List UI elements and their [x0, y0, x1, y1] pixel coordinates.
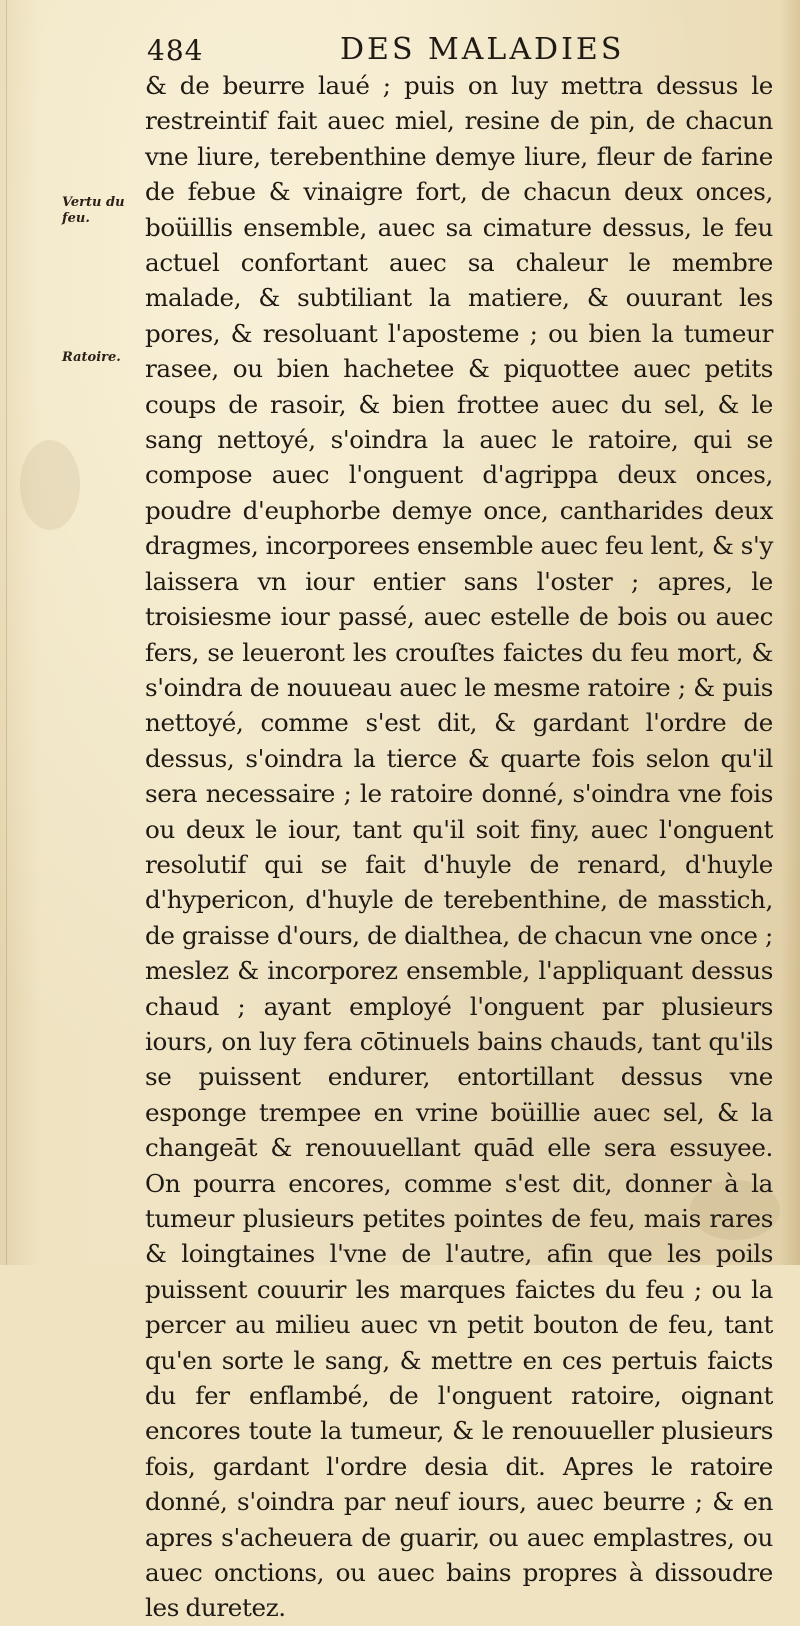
body-text-block	[145, 68, 773, 1626]
page-number: 484	[147, 34, 204, 67]
page-fold-shadow	[6, 0, 7, 1265]
margin-note-vertu-du-feu: Vertu du feu.	[62, 195, 125, 226]
running-title: DES MALADIES	[340, 32, 625, 67]
margin-note-ratoire: Ratoire.	[62, 350, 121, 365]
page-header	[145, 30, 785, 70]
body-paragraph: & de beurre laué ; puis on luy mettra dessus le restreintif fait auec miel, resine de pin, de chacun vne liure, terebenthine demye liure, fleur de farine de febue & vinaigre fort, de chacun deux onces, boüillis ensemble, auec sa cimature dessus, le feu actuel confortant auec sa chaleur le membre malade, & subtiliant la matiere, & ouurant les pores, & resoluant l'aposteme ; ou bien la tumeur rasee, ou bien hachetee & piquottee auec petits coups de rasoir, & bien frottee auec du sel, & le sang nettoyé, s'oindra la auec le ratoire, qui se compose auec l'onguent d'agrippa deux onces, poudre d'euphorbe demye once, cantharides deux dragmes, incorporees ensemble auec feu lent, & s'y laissera vn iour entier sans l'oster ; apres, le troisiesme iour passé, auec estelle de bois ou auec fers, se leueront les crouſtes faictes du feu mort, & s'oindra de nouueau auec le mesme ratoire ; & puis nettoyé, comme s'est dit, & gardant l'ordre de dessus, s'oindra la tierce & quarte fois selon qu'il sera necessaire ; le ratoire donné, s'oindra vne fois ou deux le iour, tant qu'il soit finy, auec l'onguent resolutif qui se fait d'huyle de renard, d'huyle d'hypericon, d'huyle de terebenthine, de masstich, de graisse d'ours, de dialthea, de chacun vne once ; meslez & incorporez ensemble, l'appliquant dessus chaud ; ayant employé l'onguent par plusieurs iours, on luy fera cōtinuels bains chauds, tant qu'ils se puissent endurer, entortillant dessus vne esponge trempee en vrine boüillie auec sel, & la changeāt & renouuellant quād elle sera essuyee. On pourra encores, comme s'est dit, donner à la tumeur plusieurs petites pointes de feu, mais rares & loingtaines l'vne de l'autre, afin que les poils puissent couurir les marques faictes du feu ; ou la percer au milieu auec vn petit bouton de feu, tant qu'en sorte le sang, & mettre en ces pertuis faicts du fer enflambé, de l'onguent ratoire, oignant encores toute la tumeur, & le renouueller plusieurs fois, gardant l'ordre desia dit. Apres le ratoire donné, s'oindra par neuf iours, auec beurre ; & en apres s'acheuera de guarir, ou auec emplastres, ou auec onctions, ou auec bains propres à dissoudre les duretez.	[145, 71, 773, 1623]
paper-stain	[20, 440, 80, 530]
